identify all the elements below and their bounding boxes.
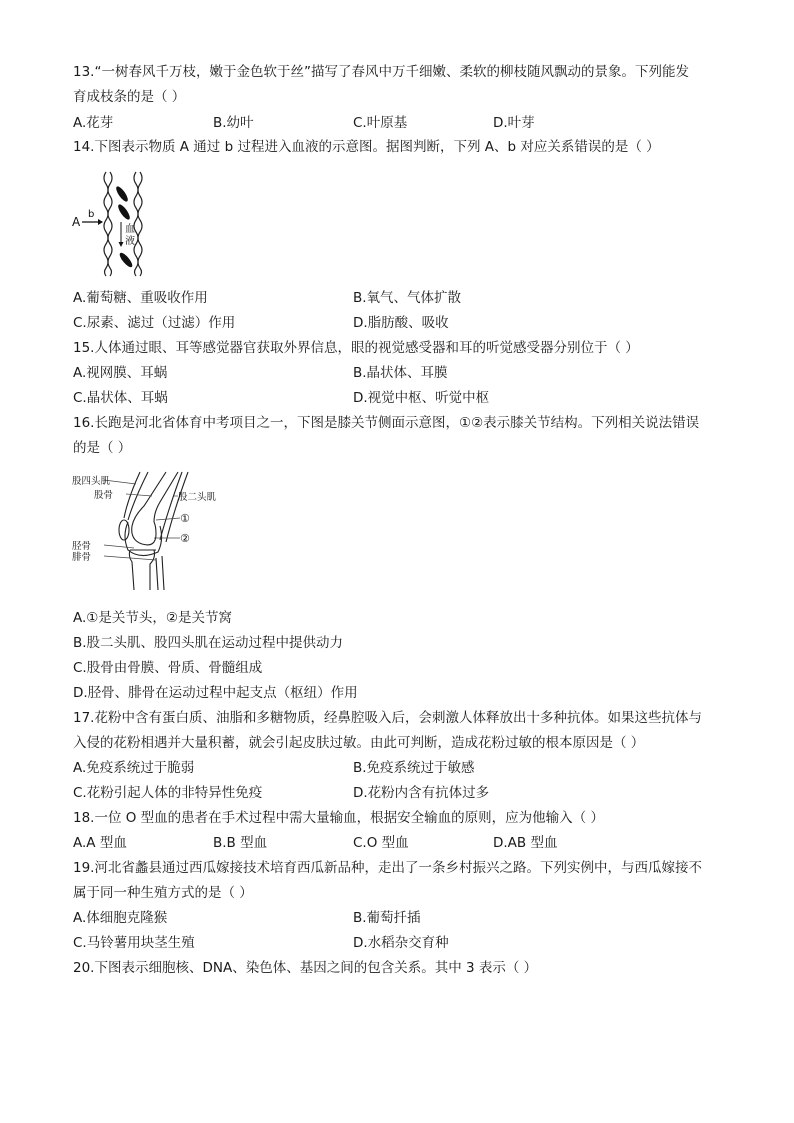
femur-outline-back <box>154 472 178 522</box>
label-blood-1: 血 <box>125 224 135 235</box>
label-biceps: 股二头肌 <box>178 492 217 503</box>
q14-option-a: A.葡萄糖、重吸收作用 <box>73 290 208 306</box>
q14-stem-line1: 14.下图表示物质 A 通过 b 过程进入血液的示意图。据图判断，下列 A、b 对应关系错误的是（ ） <box>73 139 660 155</box>
q14-option-c: C.尿素、滤过（过滤）作用 <box>73 315 236 331</box>
q17-option-c: C.花粉引起人体的非特异性免疫 <box>73 785 263 801</box>
label-tibia: 胫骨 <box>72 541 92 552</box>
fibula-back <box>162 556 164 590</box>
q17-stem-line1: 17.花粉中含有蛋白质、油脂和多糖物质，经鼻腔吸入后，会刺激人体释放出十多种抗体。如果这些抗体与 <box>73 710 702 726</box>
q16-option-d: D.胫骨、腓骨在运动过程中起支点（枢纽）作用 <box>73 685 358 701</box>
tibia-back <box>150 550 155 590</box>
q19-option-b: B.葡萄扦插 <box>353 910 421 926</box>
q14-option-b: B.氧气、气体扩散 <box>353 290 462 306</box>
q15-option-c: C.晶状体、耳蜗 <box>73 390 168 406</box>
label-b: b <box>88 209 95 220</box>
label-blood-2: 液 <box>125 236 135 247</box>
q16-option-b: B.股二头肌、股四头肌在运动过程中提供动力 <box>73 635 344 651</box>
q18-option-d: D.AB 型血 <box>493 835 558 851</box>
patella <box>119 520 129 540</box>
fibula-front <box>156 558 158 590</box>
label-a: A <box>72 215 81 229</box>
vessel-wall-right <box>134 172 142 276</box>
q16-option-c: C.股骨由骨膜、骨质、骨髓组成 <box>73 660 263 676</box>
q13-option-d: D.叶芽 <box>493 115 535 131</box>
q13-option-c: C.叶原基 <box>353 115 408 131</box>
q16-stem-line1: 16.长跑是河北省体育中考项目之一，下图是膝关节侧面示意图，①②表示膝关节结构。下列相关说法错误 <box>73 415 700 431</box>
q13-option-a: A.花芽 <box>73 115 114 131</box>
label-quadriceps: 股四头肌 <box>72 476 111 487</box>
q15-stem-line1: 15.人体通过眼、耳等感觉器官获取外界信息，眼的视觉感受器和耳的听觉感受器分别位于（ ） <box>73 340 639 356</box>
q16-option-a: A.①是关节头，②是关节窝 <box>73 610 232 626</box>
leader-tibia <box>104 545 134 548</box>
q16-stem-line2: 的是（ ） <box>73 440 132 456</box>
blood-flow-arrow-icon <box>119 222 124 247</box>
vessel-wall-left <box>104 172 112 276</box>
q15-option-b: B.晶状体、耳膜 <box>353 365 448 381</box>
label-fibula: 腓骨 <box>72 552 92 563</box>
femur-condyle <box>132 522 156 545</box>
tibia-front <box>129 550 134 590</box>
q17-option-a: A.免疫系统过于脆弱 <box>73 760 195 776</box>
capillary-diagram <box>70 168 160 280</box>
label-1: ① <box>180 512 190 525</box>
q17-stem-line2: 入侵的花粉相遇并大量积蓄，就会引起皮肤过敏。由此可判断，造成花粉过敏的根本原因是（ ） <box>73 735 645 751</box>
q13-stem-line1: 13.“一树春风千万枝，嫩于金色软于丝”描写了春风中万千细嫩、柔软的柳枝随风飘动的景象。下列能发 <box>73 64 689 80</box>
label-femur: 股骨 <box>94 490 114 501</box>
label-2: ② <box>180 532 190 545</box>
q19-option-c: C.马铃薯用块茎生殖 <box>73 935 195 951</box>
q20-stem-line1: 20.下图表示细胞核、DNA、染色体、基因之间的包含关系。其中 3 表示（ ） <box>73 960 538 976</box>
q13-stem-line2: 育成枝条的是（ ） <box>73 89 186 105</box>
q17-option-b: B.免疫系统过于敏感 <box>353 760 475 776</box>
q19-stem-line2: 属于同一种生殖方式的是（ ） <box>73 885 253 901</box>
q18-option-b: B.B 型血 <box>213 835 268 851</box>
q13-option-b: B.幼叶 <box>213 115 254 131</box>
leader-1 <box>156 518 180 520</box>
q15-option-a: A.视网膜、耳蜗 <box>73 365 168 381</box>
q19-stem-line1: 19.河北省蠡县通过西瓜嫁接技术培育西瓜新品种，走出了一条乡村振兴之路。下列实例中，与西瓜嫁接不 <box>73 860 702 876</box>
biceps-femoris-muscle-inner <box>160 472 182 540</box>
q18-option-c: C.O 型血 <box>353 835 409 851</box>
knee-joint-diagram <box>70 470 230 594</box>
q15-option-d: D.视觉中枢、听觉中枢 <box>353 390 490 406</box>
q18-option-a: A.A 型血 <box>73 835 127 851</box>
q17-option-d: D.花粉内含有抗体过多 <box>353 785 490 801</box>
q19-option-a: A.体细胞克隆猴 <box>73 910 168 926</box>
q14-option-d: D.脂肪酸、吸收 <box>353 315 449 331</box>
q18-stem-line1: 18.一位 O 型血的患者在手术过程中需大量输血，根据安全输血的原则，应为他输入（ ） <box>73 810 604 826</box>
q19-option-d: D.水稻杂交育种 <box>353 935 449 951</box>
femur-outline-front <box>132 472 166 526</box>
